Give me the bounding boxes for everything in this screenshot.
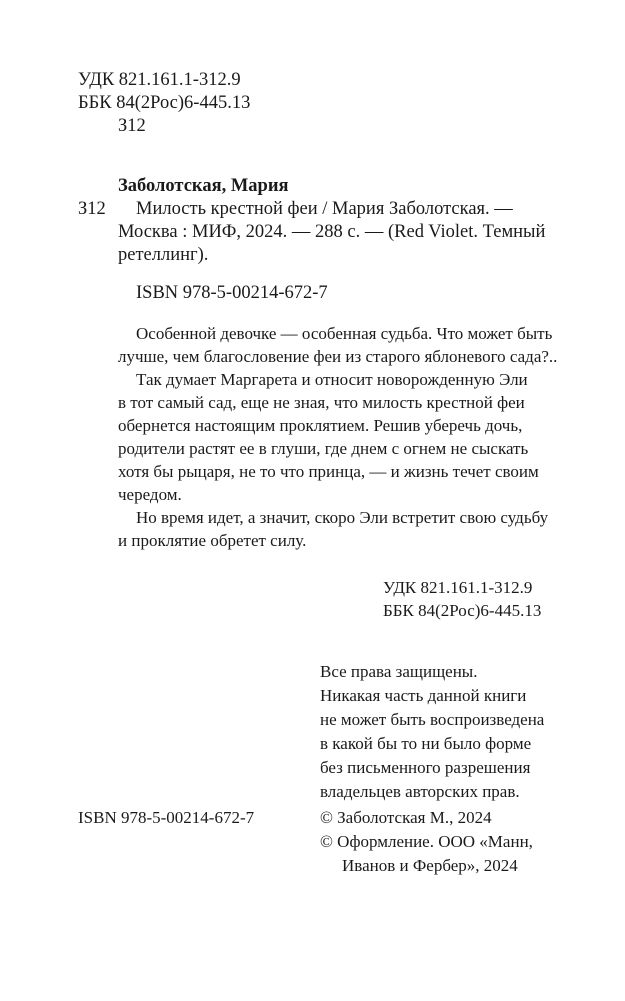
catalog-entry-line: ретеллинг). bbox=[118, 245, 209, 265]
annotation-line: и проклятие обретет силу. bbox=[118, 531, 307, 550]
annotation-line: хотя бы рыцаря, не то что принца, — и жизнь течет своим bbox=[118, 462, 539, 481]
catalog-mark: З12 bbox=[78, 199, 106, 219]
annotation-line: родители растят ее в глуши, где днем с огнем не сыскать bbox=[118, 439, 529, 458]
copyright-line: © Заболотская М., 2024 bbox=[320, 808, 492, 827]
rights-line: в какой бы то ни было форме bbox=[320, 734, 532, 753]
copyright-line: Иванов и Фербер», 2024 bbox=[342, 856, 518, 875]
classification-bbk: ББК 84(2Рос)6-445.13 bbox=[383, 601, 542, 620]
annotation-line: обернется настоящим проклятием. Решив уберечь дочь, bbox=[118, 416, 523, 435]
header-bbk: ББК 84(2Рос)6-445.13 bbox=[78, 93, 251, 113]
copyright-line: © Оформление. ООО «Манн, bbox=[320, 832, 533, 851]
rights-line: без письменного разрешения bbox=[320, 758, 531, 777]
annotation-line: Но время идет, а значит, скоро Эли встретит свою судьбу bbox=[136, 508, 549, 527]
rights-line: не может быть воспроизведена bbox=[320, 710, 545, 729]
annotation-line: чередом. bbox=[118, 485, 182, 504]
rights-line: Никакая часть данной книги bbox=[320, 686, 527, 705]
annotation-line: в тот самый сад, еще не зная, что милость крестной феи bbox=[118, 393, 525, 412]
catalog-author: Заболотская, Мария bbox=[118, 176, 289, 196]
classification-udk: УДК 821.161.1-312.9 bbox=[383, 578, 533, 597]
annotation-line: лучше, чем благословение феи из старого яблоневого сада?.. bbox=[118, 347, 558, 366]
catalog-isbn: ISBN 978-5-00214-672-7 bbox=[136, 283, 328, 303]
header-udk: УДК 821.161.1-312.9 bbox=[78, 70, 241, 90]
footer-isbn: ISBN 978-5-00214-672-7 bbox=[78, 808, 255, 827]
catalog-entry-line: Москва : МИФ, 2024. — 288 с. — (Red Violet. Темный bbox=[118, 222, 546, 242]
rights-line: владельцев авторских прав. bbox=[320, 782, 520, 801]
annotation-line: Особенной девочке — особенная судьба. Что может быть bbox=[136, 324, 553, 343]
header-author-mark: З12 bbox=[118, 116, 146, 136]
catalog-entry-line: Милость крестной феи / Мария Заболотская. — bbox=[136, 199, 513, 219]
annotation-line: Так думает Маргарета и относит новорожденную Эли bbox=[136, 370, 528, 389]
rights-line: Все права защищены. bbox=[320, 662, 478, 681]
